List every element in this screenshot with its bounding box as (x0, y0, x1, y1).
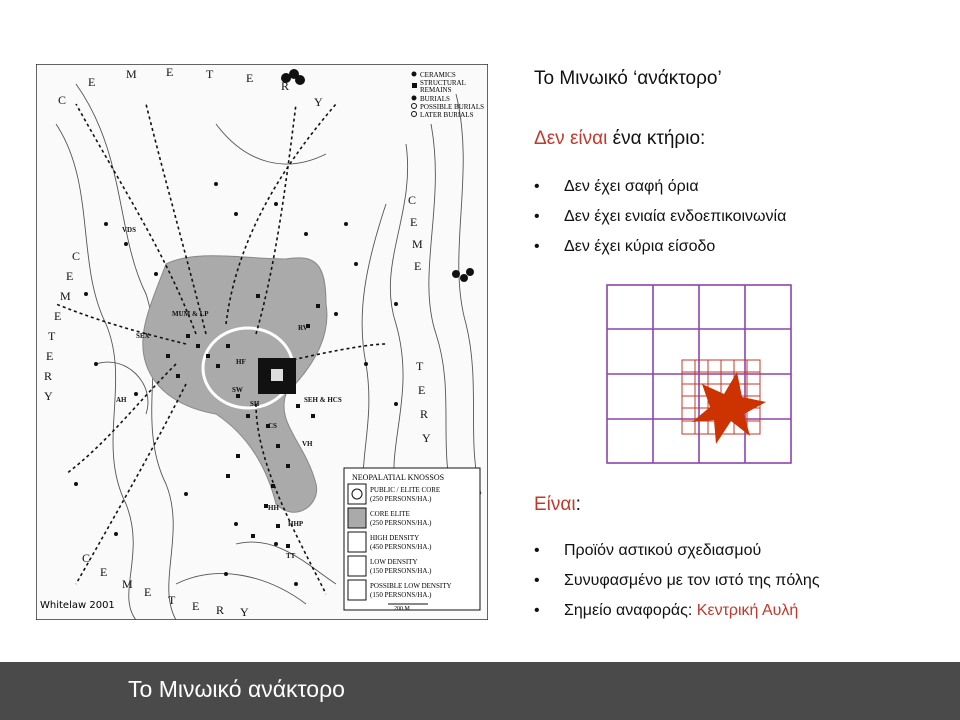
bullet-list-positives (534, 536, 820, 626)
svg-text:RV: RV (298, 324, 308, 332)
bullet-item-reference (534, 596, 820, 626)
svg-text:E: E (54, 309, 62, 323)
bullet-list-negatives (534, 172, 786, 262)
svg-text:T: T (206, 67, 214, 81)
svg-text:Y: Y (240, 605, 249, 619)
svg-text:SEX: SEX (136, 332, 150, 340)
svg-text:C: C (408, 193, 417, 207)
svg-text:R: R (420, 407, 429, 421)
heading-accent: Είναι (534, 494, 576, 515)
bullet-item: • Συνυφασμένο με τον ιστό της πόλης (534, 566, 820, 596)
svg-text:M: M (412, 237, 423, 251)
svg-text:(450 PERSONS/HA.): (450 PERSONS/HA.) (370, 543, 432, 551)
svg-text:LOW DENSITY: LOW DENSITY (370, 558, 418, 566)
svg-text:Y: Y (44, 389, 53, 403)
svg-text:MUM & LP: MUM & LP (172, 310, 209, 318)
svg-text:T: T (48, 329, 56, 343)
svg-text:SH: SH (250, 400, 260, 408)
svg-text:E: E (166, 65, 174, 79)
svg-text:R: R (281, 79, 290, 93)
svg-text:HIGH DENSITY: HIGH DENSITY (370, 534, 420, 542)
svg-text:200 M: 200 M (394, 606, 410, 612)
svg-text:STRUCTURAL: STRUCTURAL (420, 79, 466, 87)
svg-text:BURIALS: BURIALS (420, 95, 450, 103)
svg-text:CORE ELITE: CORE ELITE (370, 510, 410, 518)
svg-text:E: E (410, 215, 418, 229)
bullet-item: • Δεν έχει κύρια είσοδο (534, 232, 786, 262)
svg-text:E: E (66, 269, 74, 283)
svg-text:PUBLIC / ELITE CORE: PUBLIC / ELITE CORE (370, 486, 441, 494)
svg-text:C: C (82, 551, 91, 565)
svg-text:POSSIBLE BURIALS: POSSIBLE BURIALS (420, 103, 484, 111)
bullet-text: Σημείο αναφοράς: (564, 602, 697, 619)
grid-diagram (606, 284, 792, 464)
svg-text:NEOPALATIAL KNOSSOS: NEOPALATIAL KNOSSOS (352, 473, 445, 482)
svg-text:VDS: VDS (122, 226, 137, 234)
slide-title: Το Μινωικό ‘ανάκτορο’ (534, 68, 722, 89)
svg-text:HHP: HHP (288, 520, 304, 528)
svg-text:E: E (88, 75, 96, 89)
heading-not-a-building (534, 128, 705, 150)
svg-text:C: C (58, 93, 67, 107)
heading-accent: Δεν είναι (534, 128, 608, 149)
svg-text:E: E (246, 71, 254, 85)
svg-text:C: C (72, 249, 81, 263)
bullet-item: • Δεν έχει σαφή όρια (534, 172, 786, 202)
svg-text:E: E (100, 565, 108, 579)
svg-text:M: M (60, 289, 71, 303)
outer-grid (607, 285, 791, 463)
svg-text:(250 PERSONS/HA.): (250 PERSONS/HA.) (370, 519, 432, 527)
svg-text:Y: Y (314, 95, 323, 109)
map-credit: Whitelaw 2001 (40, 600, 115, 611)
svg-text:M: M (122, 577, 133, 591)
svg-text:Y: Y (422, 431, 431, 445)
svg-text:(250 PERSONS/HA.): (250 PERSONS/HA.) (370, 495, 432, 503)
svg-text:AH: AH (116, 396, 127, 404)
svg-text:R: R (216, 603, 225, 617)
svg-text:(150 PERSONS/HA.): (150 PERSONS/HA.) (370, 591, 432, 599)
bullet-item: • Προϊόν αστικού σχεδιασμού (534, 536, 820, 566)
svg-text:SW: SW (232, 386, 243, 394)
svg-text:TT: TT (286, 552, 296, 560)
svg-text:HF: HF (236, 358, 246, 366)
svg-text:CS: CS (268, 422, 277, 430)
heading-rest: : (575, 494, 581, 515)
density-legend (344, 468, 480, 612)
svg-text:E: E (414, 259, 422, 273)
svg-text:(150 PERSONS/HA.): (150 PERSONS/HA.) (370, 567, 432, 575)
svg-text:SEH & HCS: SEH & HCS (304, 396, 342, 404)
svg-text:T: T (416, 359, 424, 373)
svg-text:POSSIBLE LOW DENSITY: POSSIBLE LOW DENSITY (370, 582, 452, 590)
footer-bar (0, 662, 960, 720)
svg-text:LATER BURIALS: LATER BURIALS (420, 111, 474, 119)
heading-it-is (534, 494, 581, 516)
bullet-item: • Δεν έχει ενιαία ενδοεπικοινωνία (534, 202, 786, 232)
svg-text:E: E (418, 383, 426, 397)
footer-title: Το Μινωικό ανάκτορο (128, 676, 345, 702)
svg-text:HH: HH (268, 504, 279, 512)
svg-text:T: T (168, 593, 176, 607)
svg-text:CERAMICS: CERAMICS (420, 71, 456, 79)
svg-text:E: E (46, 349, 54, 363)
svg-text:VH: VH (302, 440, 313, 448)
central-court-text: Κεντρική Αυλή (696, 602, 799, 619)
svg-text:R: R (44, 369, 53, 383)
svg-text:REMAINS: REMAINS (420, 86, 452, 94)
svg-text:E: E (144, 585, 152, 599)
knossos-map (36, 64, 488, 620)
svg-text:M: M (126, 67, 137, 81)
heading-rest: ένα κτήριο: (607, 128, 706, 149)
svg-text:E: E (192, 599, 200, 613)
